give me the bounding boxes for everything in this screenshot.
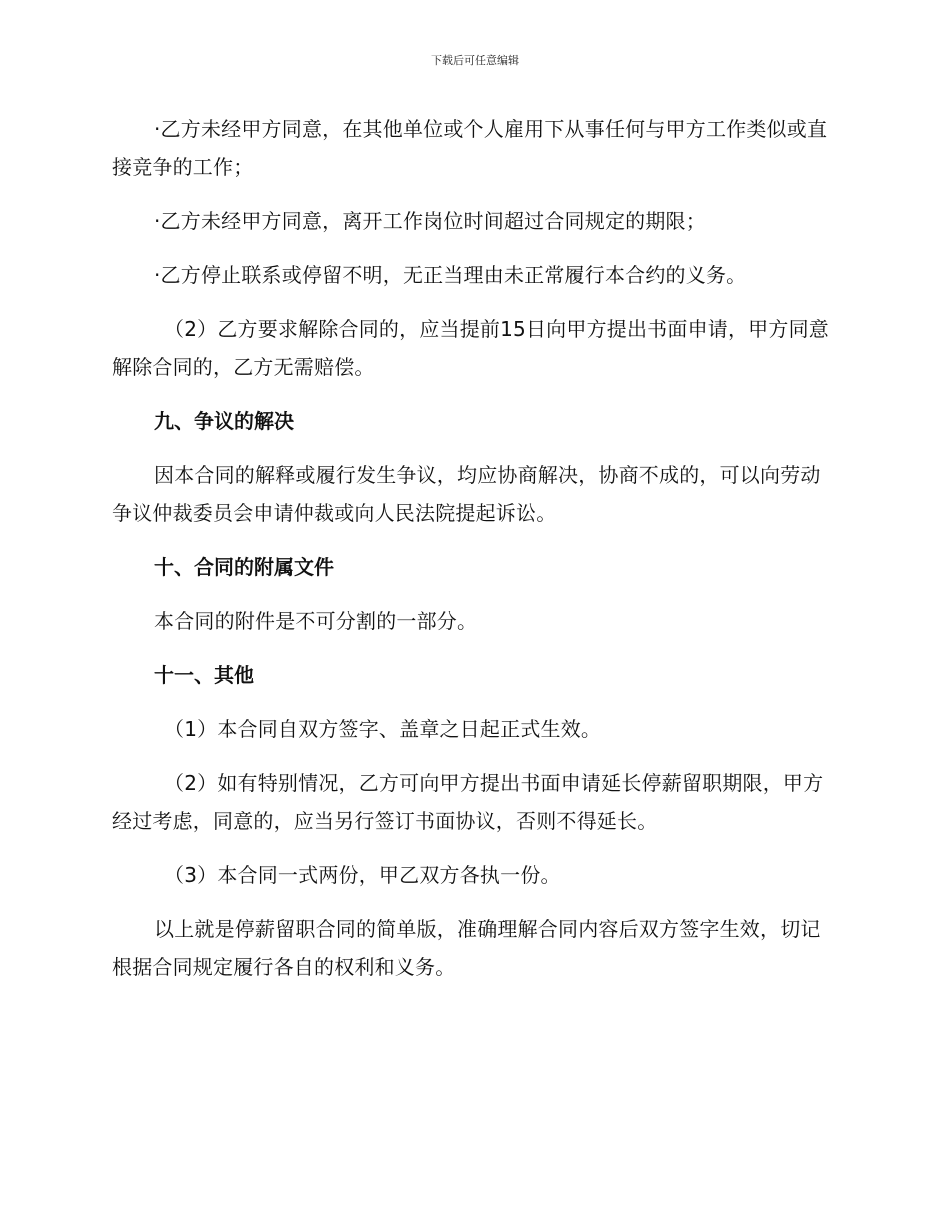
clause-attachments: 本合同的附件是不可分割的一部分。 [154,609,478,633]
clause-copies: （3）本合同一式两份，甲乙双方各执一份。 [164,863,561,887]
document-body [112,110,836,1002]
clause-bullet-stop-contact: ·乙方停止联系或停留不明，无正当理由未正常履行本合约的义务。 [154,263,747,287]
section-heading-attachments: 十、合同的附属文件 [154,555,334,579]
section-heading-dispute: 九、争议的解决 [154,409,294,433]
clause-bullet-leaving-post: ·乙方未经甲方同意，离开工作岗位时间超过合同规定的期限； [154,209,706,233]
clause-bullet-competing-work: ·乙方未经甲方同意，在其他单位或个人雇用下从事任何与甲方工作类似或直接竞争的工作； [112,117,828,179]
closing-summary: 以上就是停薪留职合同的简单版，准确理解合同内容后双方签字生效，切记根据合同规定履行各自的权利和义务。 [112,917,821,979]
clause-termination-by-b: （2）乙方要求解除合同的，应当提前15日向甲方提出书面申请，甲方同意解除合同的，乙方无需赔偿。 [112,317,829,379]
clause-effective: （1）本合同自双方签字、盖章之日起正式生效。 [164,717,602,741]
clause-dispute-resolution: 因本合同的解释或履行发生争议，均应协商解决，协商不成的，可以向劳动争议仲裁委员会申请仲裁或向人民法院提起诉讼。 [112,463,821,525]
page-header: 下载后可任意编辑 [431,54,519,67]
clause-extension: （2）如有特别情况，乙方可向甲方提出书面申请延长停薪留职期限，甲方经过考虑，同意的，应当另行签订书面协议，否则不得延长。 [112,771,824,833]
section-heading-other: 十一、其他 [154,663,254,687]
